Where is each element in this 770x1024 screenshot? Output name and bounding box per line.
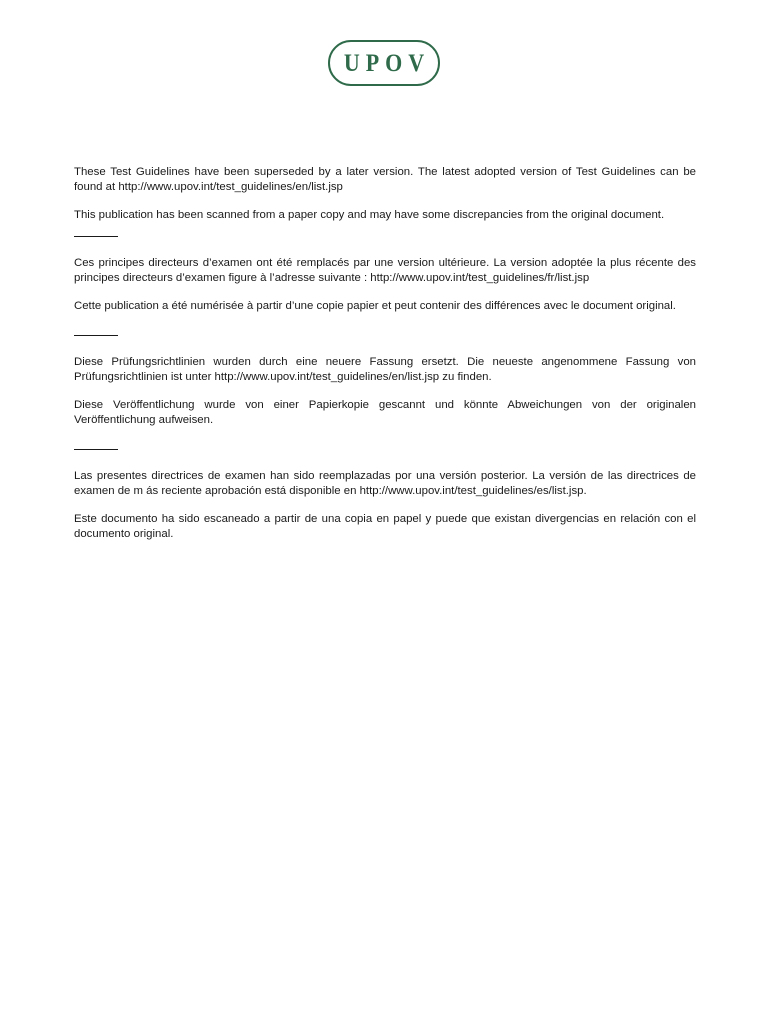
english-superseded-notice: These Test Guidelines have been superseded by a later version. The latest adopted version of Test Guidelines can be found at http://www.upov.int/test_guidelines/en/list.jsp xyxy=(74,166,696,193)
section-divider xyxy=(74,449,118,450)
spanish-superseded-notice: Las presentes directrices de examen han sido reemplazadas por una versión posterior. La versión de las directrices de examen de m ás reciente aprobación está disponible en http://www.upov.int/test_guidelines/es/list.jsp. xyxy=(74,470,696,497)
upov-logo xyxy=(328,40,440,86)
french-superseded-notice: Ces principes directeurs d’examen ont été remplacés par une version ultérieure. La version adoptée la plus récente des principes directeurs d’examen figure à l’adresse suivante : http://www.upov.int/test_guidelines/fr/list.jsp xyxy=(74,257,696,284)
german-scan-notice: Diese Veröffentlichung wurde von einer Papierkopie gescannt und könnte Abweichungen von der originalen Veröffentlichung aufweisen. xyxy=(74,399,696,426)
section-divider xyxy=(74,236,118,237)
german-superseded-notice: Diese Prüfungsrichtlinien wurden durch eine neuere Fassung ersetzt. Die neueste angenommene Fassung von Prüfungsrichtlinien ist unter http://www.upov.int/test_guidelines/en/list.jsp zu finden. xyxy=(74,356,696,383)
french-scan-notice: Cette publication a été numérisée à partir d’une copie papier et peut contenir des différences avec le document original. xyxy=(74,300,676,312)
upov-logo-text: UPOV xyxy=(343,48,431,77)
spanish-scan-notice: Este documento ha sido escaneado a partir de una copia en papel y puede que existan divergencias en relación con el documento original. xyxy=(74,513,696,540)
english-scan-notice: This publication has been scanned from a paper copy and may have some discrepancies from the original document. xyxy=(74,209,665,221)
section-divider xyxy=(74,335,118,336)
notice-body xyxy=(74,165,696,555)
